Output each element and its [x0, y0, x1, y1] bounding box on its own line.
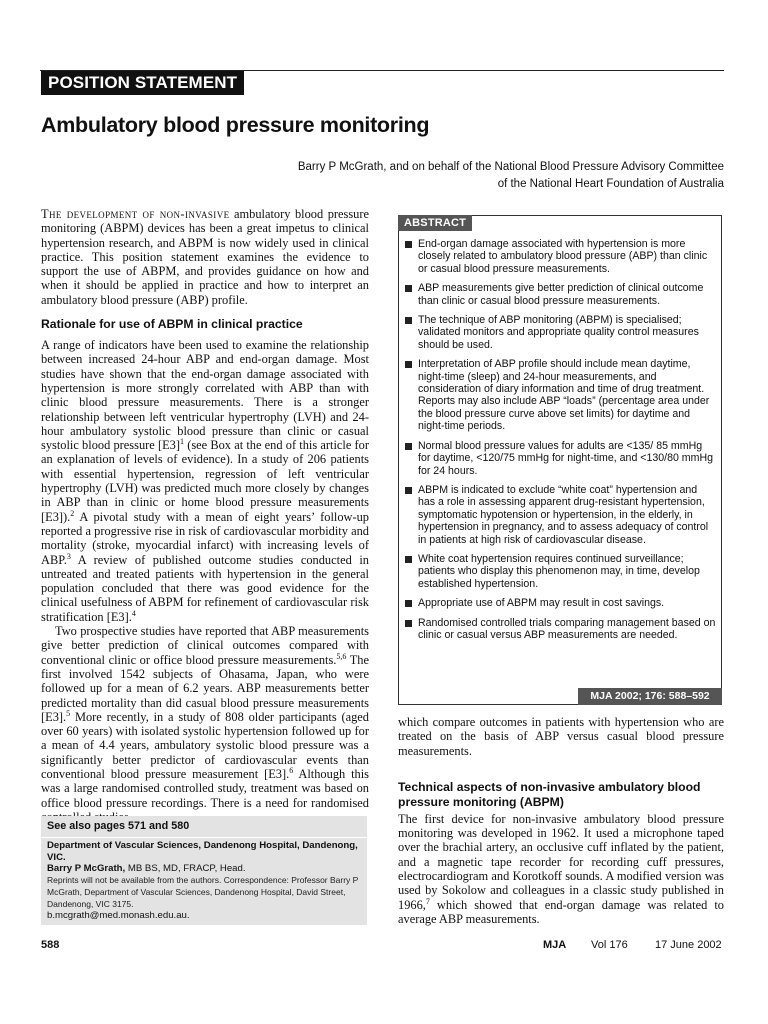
issue-date: 17 June 2002 — [655, 939, 722, 951]
abstract-item-text: ABPM is indicated to exclude “white coat” hypertension and has a role in assessing apparent drug-resistant hypertension, symptomatic hypotension or hypertension, in the elderly, in hypertension in pregnancy, and to assess adequacy of control in patients at high risk of cardiovascular disease. — [418, 483, 709, 546]
see-also-note: See also pages 571 and 580 — [47, 820, 190, 832]
abstract-item — [405, 597, 717, 609]
abstract-item-text: ABP measurements give better prediction of clinical outcome than clinic or casual blood pressure measurements. — [418, 282, 704, 307]
body-text: A review of published outcome studies conducted in untreated and treated patients with hypertension in the general population concluded that there was good evidence for the clinical usefulness of ABPM for refinement of cardiovascular risk stratification [E3]. — [41, 552, 369, 624]
reference-superscript: 5 — [66, 708, 71, 718]
abstract-item-text: End-organ damage associated with hypertension is more closely related to ambulatory blood pressure (ABP) than clinic or casual blood pressure measurements. — [418, 238, 708, 275]
body-text: A pivotal study with a mean of eight years’ follow-up reported a progressive rise in risk of cardiovascular morbidity and mortality (stroke, myocardial infarct) with increasing levels of ABP. — [41, 509, 369, 567]
body-text: Two prospective studies have reported that ABP measurements give better prediction of clinical outcomes compared with conventional clinic or office blood pressure measurements. — [41, 624, 369, 667]
reference-superscript: 7 — [425, 896, 430, 906]
rationale-paragraph-1 — [41, 338, 369, 624]
rationale-heading: Rationale for use of ABPM in clinical practice — [41, 317, 303, 332]
continuation-paragraph: which compare outcomes in patients with hypertension who are treated on the basis of ABP versus casual blood pressure measurements. — [398, 715, 724, 758]
abstract-item — [405, 440, 717, 477]
citation-badge: MJA 2002; 176: 588–592 — [578, 688, 722, 705]
reference-superscript: 3 — [66, 551, 71, 561]
department: Department of Vascular Sciences, Dandenong Hospital, Dandenong, VIC. — [47, 840, 358, 863]
technical-heading: Technical aspects of non-invasive ambulatory blood pressure monitoring (ABPM) — [398, 779, 701, 809]
abstract-item — [405, 617, 717, 642]
square-bullet-icon — [405, 317, 412, 324]
author-line-2: of the National Heart Foundation of Australia — [497, 177, 724, 190]
reference-superscript: 6 — [289, 765, 294, 775]
affiliation-box — [41, 816, 367, 925]
square-bullet-icon — [405, 487, 412, 494]
abstract-item-text: Normal blood pressure values for adults are <135/ 85 mmHg for daytime, <120/75 mmHg for night-time, and <130/80 mmHg for 24 hours. — [418, 439, 714, 477]
body-text: A range of indicators have been used to examine the relationship between increased 24-hour ABP and end-organ damage. Most studies have shown that the end-organ damage associated with hypertension is more strongly correlated with ABP than with clinic blood pressure measurements. There is a stronger relationship between left ventricular hypertrophy (LVH) and 24-hour ambulatory systolic blood pressure than clinic or casual systolic blood pressure [E3] — [41, 338, 369, 453]
reference-superscript: 1 — [180, 437, 184, 447]
abstract-item-text: Appropriate use of ABPM may result in cost savings. — [418, 597, 665, 610]
abstract-item — [405, 238, 717, 275]
square-bullet-icon — [405, 556, 412, 563]
square-bullet-icon — [405, 600, 412, 607]
author-qualifications: MB BS, MD, FRACP, Head. — [125, 863, 246, 875]
square-bullet-icon — [405, 241, 412, 248]
body-text: More recently, in a study of 808 older participants (aged over 60 years) with isolated systolic hypertension followed up for a mean of 4.4 years, ambulatory systolic blood pressure was a significantly better predictor of cardiovascular events than conventional blood pressure measurement [E3]. — [41, 709, 369, 781]
journal-name: MJA — [543, 939, 567, 951]
body-text: The first involved 1542 subjects of Ohasama, Japan, who were followed up for a mean of 6.2 years. ABP measurements better predicted mortality than did casual blood pressure measurements [E3]. — [41, 652, 369, 724]
affiliation-body — [47, 840, 363, 922]
abstract-item-text: The technique of ABP monitoring (ABPM) is specialised; validated monitors and appropriate quality control measures should be used. — [418, 314, 699, 351]
intro-paragraph — [41, 207, 369, 307]
abstract-list — [405, 238, 717, 648]
abstract-label: ABSTRACT — [398, 215, 472, 231]
intro-text: ambulatory blood pressure monitoring (ABPM) devices has been a great impetus to clinical hypertension research, and ABPM is now widely used in clinical practice. This position statement examines the evidence to support the use of ABPM, and provides guidance on how and when it should be applied in practice and how to interpret an ambulatory blood pressure (ABP) profile. — [41, 207, 370, 307]
abstract-item — [405, 282, 717, 307]
intro-lead: The development of non-invasive — [41, 207, 230, 221]
author-line — [164, 159, 724, 192]
abstract-item — [405, 553, 717, 590]
body-text: (see Box at the end of this article for an explanation of levels of evidence). In a study of 206 patients with essential hypertension, regression of left ventricular hypertrophy (LVH) was predicted much more closely by changes in ABP than in clinic or home blood pressure measurements [E3]). — [41, 438, 370, 524]
page-number: 588 — [41, 939, 60, 951]
email-link[interactable]: b.mcgrath@med.monash.edu.au. — [47, 910, 190, 922]
abstract-item — [405, 358, 717, 432]
body-text: The first device for non-invasive ambulatory blood pressure monitoring was developed in 1962. It used a microphone taped over the brachial artery, an occlusive cuff inflated by the patient, and a magnetic tape recorder for recording cuff pressures, electrocardiogram and Korotkoff sounds. A modified version was used by Sokolow and colleagues in a classic study published in 1966, — [398, 811, 724, 912]
abstract-item — [405, 314, 717, 351]
reprints-note: Reprints will not be available from the authors. Correspondence: Professor Barry P McGrath, Department of Vascular Sciences, Dandenong Hospital, David Street, Dandenong, VIC 3175. — [47, 875, 359, 909]
abstract-item-text: Interpretation of ABP profile should include mean daytime, night-time (sleep) and 24-hour measurements, and consideration of diary information and time of drug treatment. Reports may also include ABP “loads” (percentage area under the blood pressure curve above set limits) for daytime and night-time periods. — [418, 358, 710, 433]
technical-paragraph — [398, 812, 724, 926]
right-column — [398, 715, 724, 926]
body-text: which showed that end-organ damage was related to average ABP measurements. — [398, 897, 724, 926]
reference-superscript: 2 — [70, 508, 75, 518]
left-column — [41, 207, 369, 824]
square-bullet-icon — [405, 285, 412, 292]
square-bullet-icon — [405, 620, 412, 627]
abstract-item-text: White coat hypertension requires continued surveillance; patients who display this phenomenon may, in time, develop established hypertension. — [418, 552, 700, 590]
square-bullet-icon — [405, 361, 412, 368]
author-credit — [47, 863, 363, 875]
reference-superscript: 4 — [131, 608, 136, 618]
divider — [41, 837, 367, 838]
abstract-item-text: Randomised controlled trials comparing management based on clinic or casual versus ABP measurements are needed. — [418, 616, 716, 641]
reference-superscript: 5,6 — [336, 651, 347, 661]
body-text: Although this was a large randomised controlled study, treatment was based on office blood pressure recordings. There is a need for randomised — [41, 766, 369, 810]
abstract-item — [405, 484, 717, 546]
section-label: POSITION STATEMENT — [41, 71, 244, 95]
page-title: Ambulatory blood pressure monitoring — [41, 113, 430, 137]
rationale-paragraph-2 — [41, 624, 369, 824]
author-line-1: Barry P McGrath, and on behalf of the National Blood Pressure Advisory Committee — [297, 161, 724, 173]
square-bullet-icon — [405, 443, 412, 450]
volume: Vol 176 — [591, 939, 628, 951]
author-name: Barry P McGrath, — [47, 863, 126, 875]
